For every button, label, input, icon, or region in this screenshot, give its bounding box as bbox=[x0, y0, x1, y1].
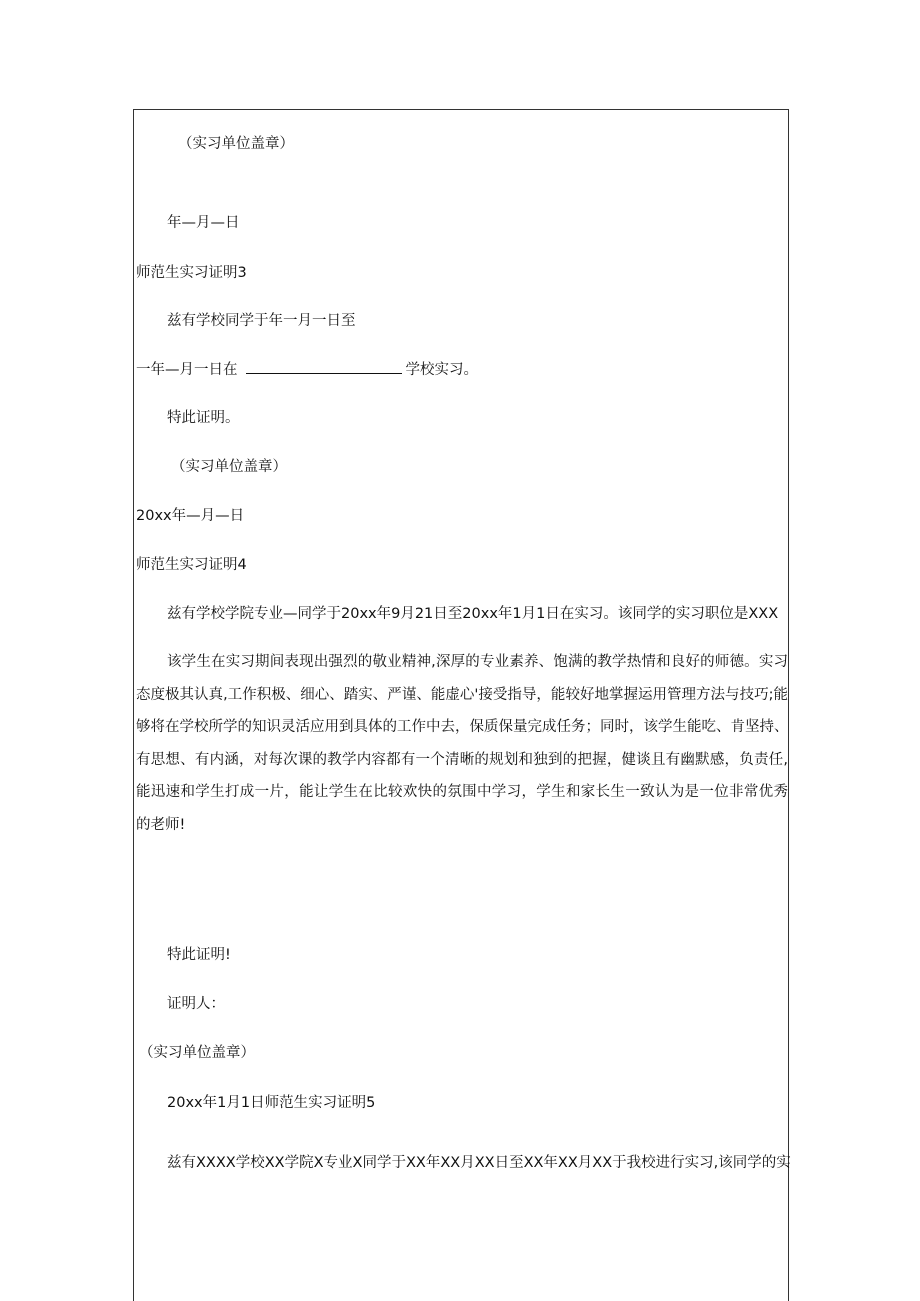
paragraph-line: 的老师! bbox=[136, 816, 186, 833]
paragraph-line: 能迅速和学生打成一片，能让学生在比较欢快的氛围中学习，学生和家长生一致认为是一位非常优秀 bbox=[136, 784, 788, 800]
paragraph-line: 够将在学校所学的知识灵活应用到具体的工作中去，保质保量完成任务；同时，该学生能吃、肯坚持、 bbox=[136, 719, 789, 735]
body-3-line-1: 兹有学校同学于年一月一日至 bbox=[167, 313, 356, 329]
body-4-paragraph bbox=[136, 646, 788, 841]
seal-line-2: （实习单位盖章） bbox=[171, 459, 287, 475]
body-3-line-2 bbox=[136, 359, 478, 380]
date-title-5: 20xx年1月1日师范生实习证明5 bbox=[167, 1095, 376, 1111]
section-title-3: 师范生实习证明3 bbox=[136, 265, 247, 281]
section-title-4: 师范生实习证明4 bbox=[136, 557, 247, 573]
fill-in-blank bbox=[246, 359, 402, 374]
date-line-1: 年—月—日 bbox=[167, 215, 240, 231]
witness-label: 证明人： bbox=[167, 996, 225, 1012]
seal-line-1: （实习单位盖章） bbox=[178, 136, 294, 152]
body-3-suffix: 学校实习。 bbox=[405, 362, 478, 378]
seal-line-3: （实习单位盖章） bbox=[139, 1045, 255, 1061]
paragraph-line: 态度极其认真,工作积极、细心、踏实、严谨、能虚心'接受指导，能较好地掌握运用管理方法与技巧;能 bbox=[136, 686, 788, 703]
paragraph-line: 该学生在实习期间表现出强烈的敬业精神,深厚的专业素养、饱满的教学热情和良好的师德。实习 bbox=[167, 654, 788, 670]
body-3-prefix: 一年—月一日在 bbox=[136, 362, 238, 378]
special-statement-4: 特此证明! bbox=[167, 947, 231, 963]
special-statement-3: 特此证明。 bbox=[167, 410, 240, 426]
paragraph-line: 有思想、有内涵，对每次课的教学内容都有一个清晰的规划和独到的把握，健谈且有幽默感，负责任, bbox=[136, 751, 788, 768]
body-5-line-1: 兹有XXXX学校XX学院X专业X同学于XX年XX月XX日至XX年XX月XX于我校进行实习,该同学的实 bbox=[167, 1155, 791, 1171]
body-4-line-1: 兹有学校学院专业—同学于20xx年9月21日至20xx年1月1日在实习。该同学的实习职位是XXX bbox=[167, 606, 779, 622]
date-line-2: 20xx年—月—日 bbox=[136, 508, 245, 524]
